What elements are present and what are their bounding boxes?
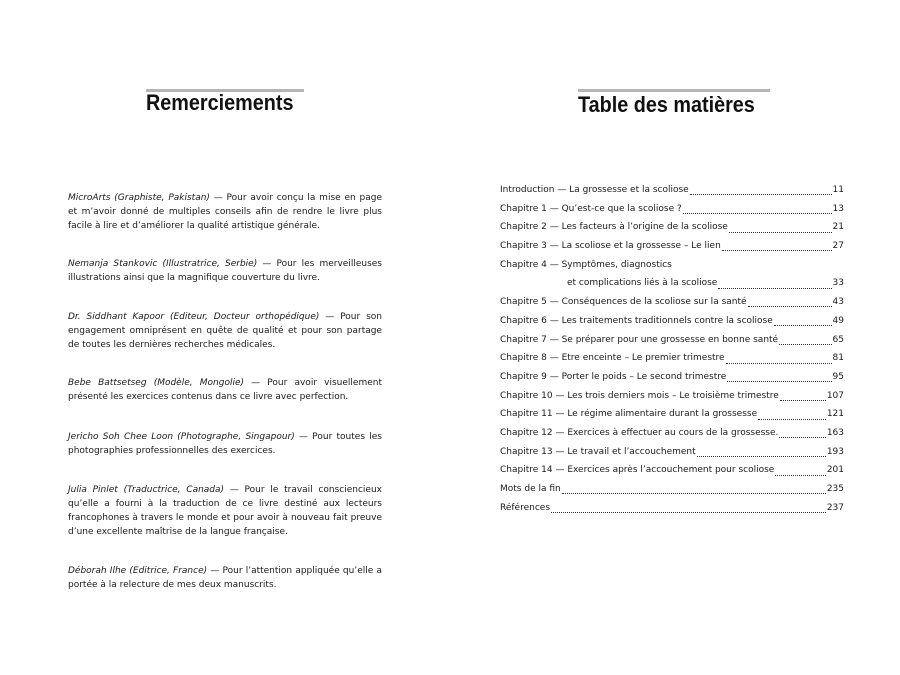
toc-label: Chapitre 4 — Symptômes, diagnostics	[500, 259, 672, 270]
toc-page-number: 49	[832, 315, 844, 326]
toc-entry[interactable]	[500, 424, 844, 443]
toc-leader	[774, 324, 832, 326]
toc-label: Chapitre 5 — Conséquences de la scoliose sur la santé	[500, 297, 747, 308]
toc-page-number: 11	[832, 185, 844, 195]
toc-leader	[758, 418, 826, 420]
toc-label: Introduction — La grossesse et la scoliose	[500, 185, 689, 195]
toc-page-number: 235	[826, 484, 844, 494]
toc-label: Chapitre 9 — Porter le poids – Le second trimestre	[500, 371, 727, 382]
toc-page-number: 237	[826, 502, 844, 513]
toc-entry-continuation[interactable]	[500, 274, 844, 293]
toc-entry[interactable]	[500, 349, 844, 368]
toc-label: Chapitre 13 — Le travail et l’accouchement	[500, 446, 696, 457]
ack-text: — Pour avoir conçu la mise en page et m’avoir donné de multiples conseils afin de rendre le livre plus facile à lire et d’améliorer la qualité artistique générale.	[68, 193, 382, 231]
ack-text: — Pour son engagement omniprésent en quête de qualité et pour son partage de toutes les dernières recherches médicales.	[68, 312, 383, 350]
toc-label: Chapitre 12 — Exercices à effectuer au cours de la grossesse.	[500, 427, 779, 438]
ack-person: Dr. Siddhant Kapoor (Editeur, Docteur orthopédique)	[68, 312, 320, 322]
toc-label: Chapitre 7 — Se préparer pour une grossesse en bonne santé	[500, 334, 779, 345]
toc-page-number: 193	[826, 446, 844, 457]
toc-page-number: 121	[826, 409, 844, 420]
toc-label: Chapitre 3 — La scoliose et la grossesse – Le lien	[500, 241, 721, 252]
toc-label: et complications liés à la scoliose	[567, 278, 718, 289]
ack-text: — Pour avoir visuellement présenté les exercices contenus dans ce livre avec perfection.	[68, 378, 382, 402]
toc-page-number: 107	[826, 390, 844, 401]
toc-label: Chapitre 10 — Les trois derniers mois – Le troisième trimestre	[500, 390, 779, 401]
toc-page-number: 13	[832, 203, 844, 214]
toc-leader	[690, 193, 832, 195]
toc-leader	[779, 436, 825, 438]
toc-page-number: 95	[832, 371, 844, 382]
toc-entry[interactable]	[500, 181, 844, 200]
right-page	[450, 0, 900, 675]
toc-page-number: 81	[832, 353, 844, 364]
toc-entry[interactable]	[500, 200, 844, 219]
toc-entry[interactable]	[500, 218, 844, 237]
toc-entry[interactable]	[500, 237, 844, 256]
toc-page-number: 43	[832, 297, 844, 308]
toc-page-number: 27	[832, 241, 844, 252]
toc-entry[interactable]	[500, 387, 844, 406]
toc-leader	[722, 249, 832, 251]
toc-entry[interactable]	[500, 480, 844, 499]
toc-leader	[779, 343, 831, 345]
acknowledgement-2	[68, 257, 382, 285]
ack-person: Julia Pinlet (Traductrice, Canada)	[68, 485, 225, 495]
toc-entry[interactable]	[500, 256, 844, 275]
ack-person: Déborah Ilhe (Editrice, France)	[68, 566, 208, 576]
toc-leader	[775, 474, 825, 476]
toc-label: Chapitre 8 — Etre enceinte – Le premier trimestre	[500, 353, 725, 364]
toc-leader	[748, 305, 832, 307]
toc-page-number: 21	[832, 222, 844, 233]
toc-entry[interactable]	[500, 368, 844, 387]
toc-leader	[718, 287, 831, 289]
toc-label: Chapitre 6 — Les traitements traditionnels contre la scoliose	[500, 315, 773, 326]
ack-person: MicroArts (Graphiste, Pakistan)	[68, 193, 210, 203]
toc-leader	[683, 212, 832, 214]
toc-page-number: 65	[832, 334, 844, 345]
ack-person: Jericho Soh Chee Loon (Photographe, Singapour)	[68, 432, 295, 442]
ack-person: Nemanja Stankovic (Illustratrice, Serbie)	[68, 259, 258, 269]
acknowledgement-4	[68, 376, 382, 404]
toc-label: Chapitre 2 — Les facteurs à l’origine de la scoliose	[500, 222, 728, 233]
toc-label: Chapitre 1 — Qu’est-ce que la scoliose ?	[500, 203, 682, 214]
toc-leader	[780, 399, 826, 401]
toc-leader	[726, 362, 832, 364]
ack-text: — Pour les merveilleuses illustrations ainsi que la magnifique couverture du livre.	[68, 259, 382, 283]
toc-label: Mots de la fin	[500, 484, 561, 494]
toc-entry[interactable]	[500, 331, 844, 350]
page-title-table-des-matieres: Table des matières	[578, 92, 755, 117]
toc-label: Références	[500, 502, 551, 513]
page-title-remerciements: Remerciements	[146, 90, 294, 115]
ack-text: — Pour toutes les photographies professionnelles des exercices.	[68, 432, 383, 456]
toc-label: Chapitre 11 — Le régime alimentaire durant la grossesse	[500, 409, 758, 420]
toc-leader	[551, 511, 826, 513]
toc-page-number: 33	[832, 278, 844, 289]
toc-entry[interactable]	[500, 293, 844, 312]
toc-entry[interactable]	[500, 461, 844, 480]
table-of-contents	[500, 181, 844, 517]
toc-label: Chapitre 14 — Exercices après l’accouchement pour scoliose	[500, 465, 775, 476]
toc-page-number: 201	[826, 465, 844, 476]
toc-entry[interactable]	[500, 499, 844, 518]
toc-page-number: 163	[826, 427, 844, 438]
toc-leader	[697, 455, 826, 457]
acknowledgement-1	[68, 191, 382, 233]
toc-entry[interactable]	[500, 312, 844, 331]
acknowledgement-3	[68, 310, 382, 352]
toc-leader	[729, 231, 832, 233]
ack-text: — Pour le travail consciencieux qu’elle a fourni à la traduction de ce livre destiné aux lecteurs francophones à travers le monde et pour avoir à nouveau fait preuve d’une excellente maîtrise de la langue française.	[68, 485, 382, 537]
toc-entry[interactable]	[500, 443, 844, 462]
ack-text: — Pour l’attention appliquée qu’elle a portée à la relecture de mes deux manuscrits.	[68, 566, 382, 590]
toc-leader	[562, 492, 826, 494]
ack-person: Bebe Battsetseg (Modèle, Mongolie)	[68, 378, 245, 388]
acknowledgement-5	[68, 430, 382, 458]
acknowledgement-7	[68, 564, 382, 592]
toc-leader	[727, 380, 831, 382]
toc-entry[interactable]	[500, 405, 844, 424]
acknowledgement-6	[68, 483, 382, 539]
